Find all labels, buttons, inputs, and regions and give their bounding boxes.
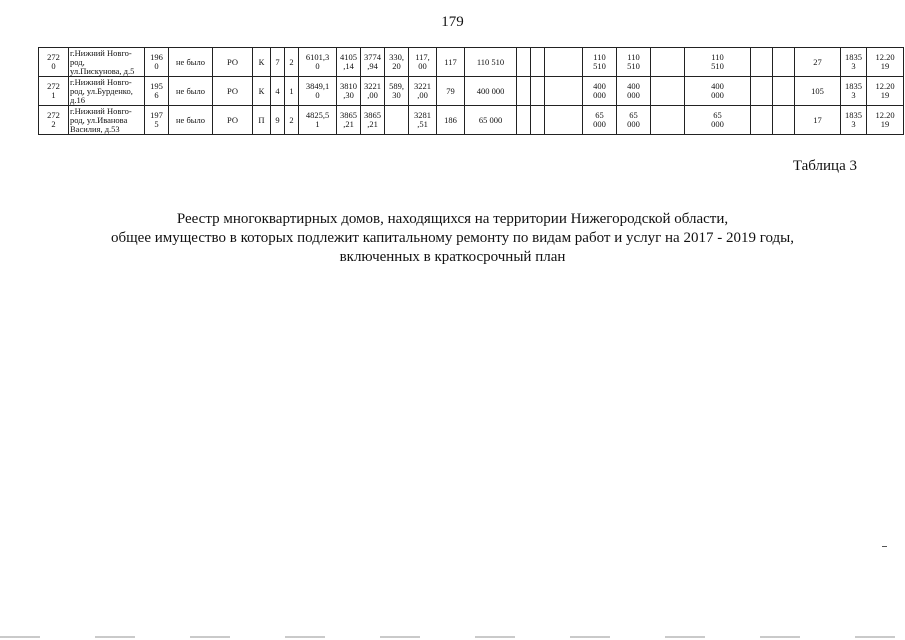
table-cell: 4 <box>271 77 285 106</box>
table-cell <box>651 77 685 106</box>
table-cell <box>385 106 409 135</box>
table-cell: 12.20 19 <box>867 48 904 77</box>
table-cell <box>773 77 795 106</box>
table-cell: 3849,1 0 <box>299 77 337 106</box>
table-cell <box>517 77 531 106</box>
table-cell: 1835 3 <box>841 106 867 135</box>
address-cell: г.Нижний Новго- род, ул.Бурденко, д.16 <box>69 77 145 106</box>
table-cell <box>651 106 685 135</box>
table-cell: 197 5 <box>145 106 169 135</box>
table-row <box>39 48 904 77</box>
table-cell: 3865 ,21 <box>337 106 361 135</box>
table-cell: 400 000 <box>617 77 651 106</box>
table-cell: 3774 ,94 <box>361 48 385 77</box>
table-cell: 1 <box>285 77 299 106</box>
table-cell: 117 <box>437 48 465 77</box>
table-row <box>39 106 904 135</box>
table-cell: 3865 ,21 <box>361 106 385 135</box>
table-cell: 65 000 <box>465 106 517 135</box>
table-cell: 12.20 19 <box>867 77 904 106</box>
table-cell: 3810 ,30 <box>337 77 361 106</box>
table-cell: 272 1 <box>39 77 69 106</box>
table-cell: 589, 30 <box>385 77 409 106</box>
table-cell: 110 510 <box>465 48 517 77</box>
table-cell: 1835 3 <box>841 77 867 106</box>
table-cell: 2 <box>285 106 299 135</box>
table-cell: РО <box>213 48 253 77</box>
address-cell: г.Нижний Новго- род, ул.Иванова Василия, д.53 <box>69 106 145 135</box>
table-cell <box>531 106 545 135</box>
page-number: 179 <box>441 14 464 30</box>
table-cell <box>751 106 773 135</box>
table-cell <box>545 106 583 135</box>
table-cell: 110 510 <box>583 48 617 77</box>
table-cell: К <box>253 77 271 106</box>
address-cell: г.Нижний Новго- род, ул.Пискунова, д.5 <box>69 48 145 77</box>
table-cell: не было <box>169 106 213 135</box>
table-cell <box>751 48 773 77</box>
table-cell: 400 000 <box>583 77 617 106</box>
table-cell: РО <box>213 77 253 106</box>
table-row <box>39 77 904 106</box>
table-cell: РО <box>213 106 253 135</box>
table-cell: 17 <box>795 106 841 135</box>
table-cell: П <box>253 106 271 135</box>
table-cell: 110 510 <box>617 48 651 77</box>
table-cell <box>517 48 531 77</box>
table-cell: 3221 ,00 <box>409 77 437 106</box>
table-cell: 110 510 <box>685 48 751 77</box>
table-cell: 272 2 <box>39 106 69 135</box>
table-cell: 65 000 <box>685 106 751 135</box>
table-cell: не было <box>169 77 213 106</box>
table-cell: 27 <box>795 48 841 77</box>
table-cell: 7 <box>271 48 285 77</box>
table-cell: 12.20 19 <box>867 106 904 135</box>
table-label: Таблица 3 <box>792 158 857 174</box>
table-cell: 105 <box>795 77 841 106</box>
table-cell <box>773 48 795 77</box>
table-cell: 79 <box>437 77 465 106</box>
table-cell <box>545 48 583 77</box>
table-cell <box>773 106 795 135</box>
table-cell: не было <box>169 48 213 77</box>
table-cell <box>751 77 773 106</box>
registry-table <box>38 47 904 135</box>
table-cell: 117, 00 <box>409 48 437 77</box>
table-cell: 330, 20 <box>385 48 409 77</box>
table-cell: 196 0 <box>145 48 169 77</box>
table-cell: 400 000 <box>685 77 751 106</box>
table-cell: 3221 ,00 <box>361 77 385 106</box>
table-cell: К <box>253 48 271 77</box>
table-cell: 65 000 <box>583 106 617 135</box>
scan-edge-marks <box>0 636 905 638</box>
table-cell: 9 <box>271 106 285 135</box>
table-cell: 2 <box>285 48 299 77</box>
table-cell: 4825,5 1 <box>299 106 337 135</box>
table-cell: 186 <box>437 106 465 135</box>
title-line: общее имущество в которых подлежит капитальному ремонту по видам работ и услуг на 2017 - 2019 годы, <box>110 230 795 246</box>
table-cell: 3281 ,51 <box>409 106 437 135</box>
table-cell: 4105 ,14 <box>337 48 361 77</box>
margin-mark <box>882 546 887 547</box>
table-cell: 1835 3 <box>841 48 867 77</box>
table-cell <box>545 77 583 106</box>
title-line: включенных в краткосрочный план <box>339 249 566 265</box>
table-cell: 195 6 <box>145 77 169 106</box>
table-cell <box>531 48 545 77</box>
document-title <box>0 210 905 267</box>
table-cell <box>517 106 531 135</box>
table-cell: 272 0 <box>39 48 69 77</box>
table-cell <box>651 48 685 77</box>
table-cell: 400 000 <box>465 77 517 106</box>
title-line: Реестр многоквартирных домов, находящихся на территории Нижегородской области, <box>176 211 729 227</box>
table-cell: 65 000 <box>617 106 651 135</box>
table-cell <box>531 77 545 106</box>
table-cell: 6101,3 0 <box>299 48 337 77</box>
